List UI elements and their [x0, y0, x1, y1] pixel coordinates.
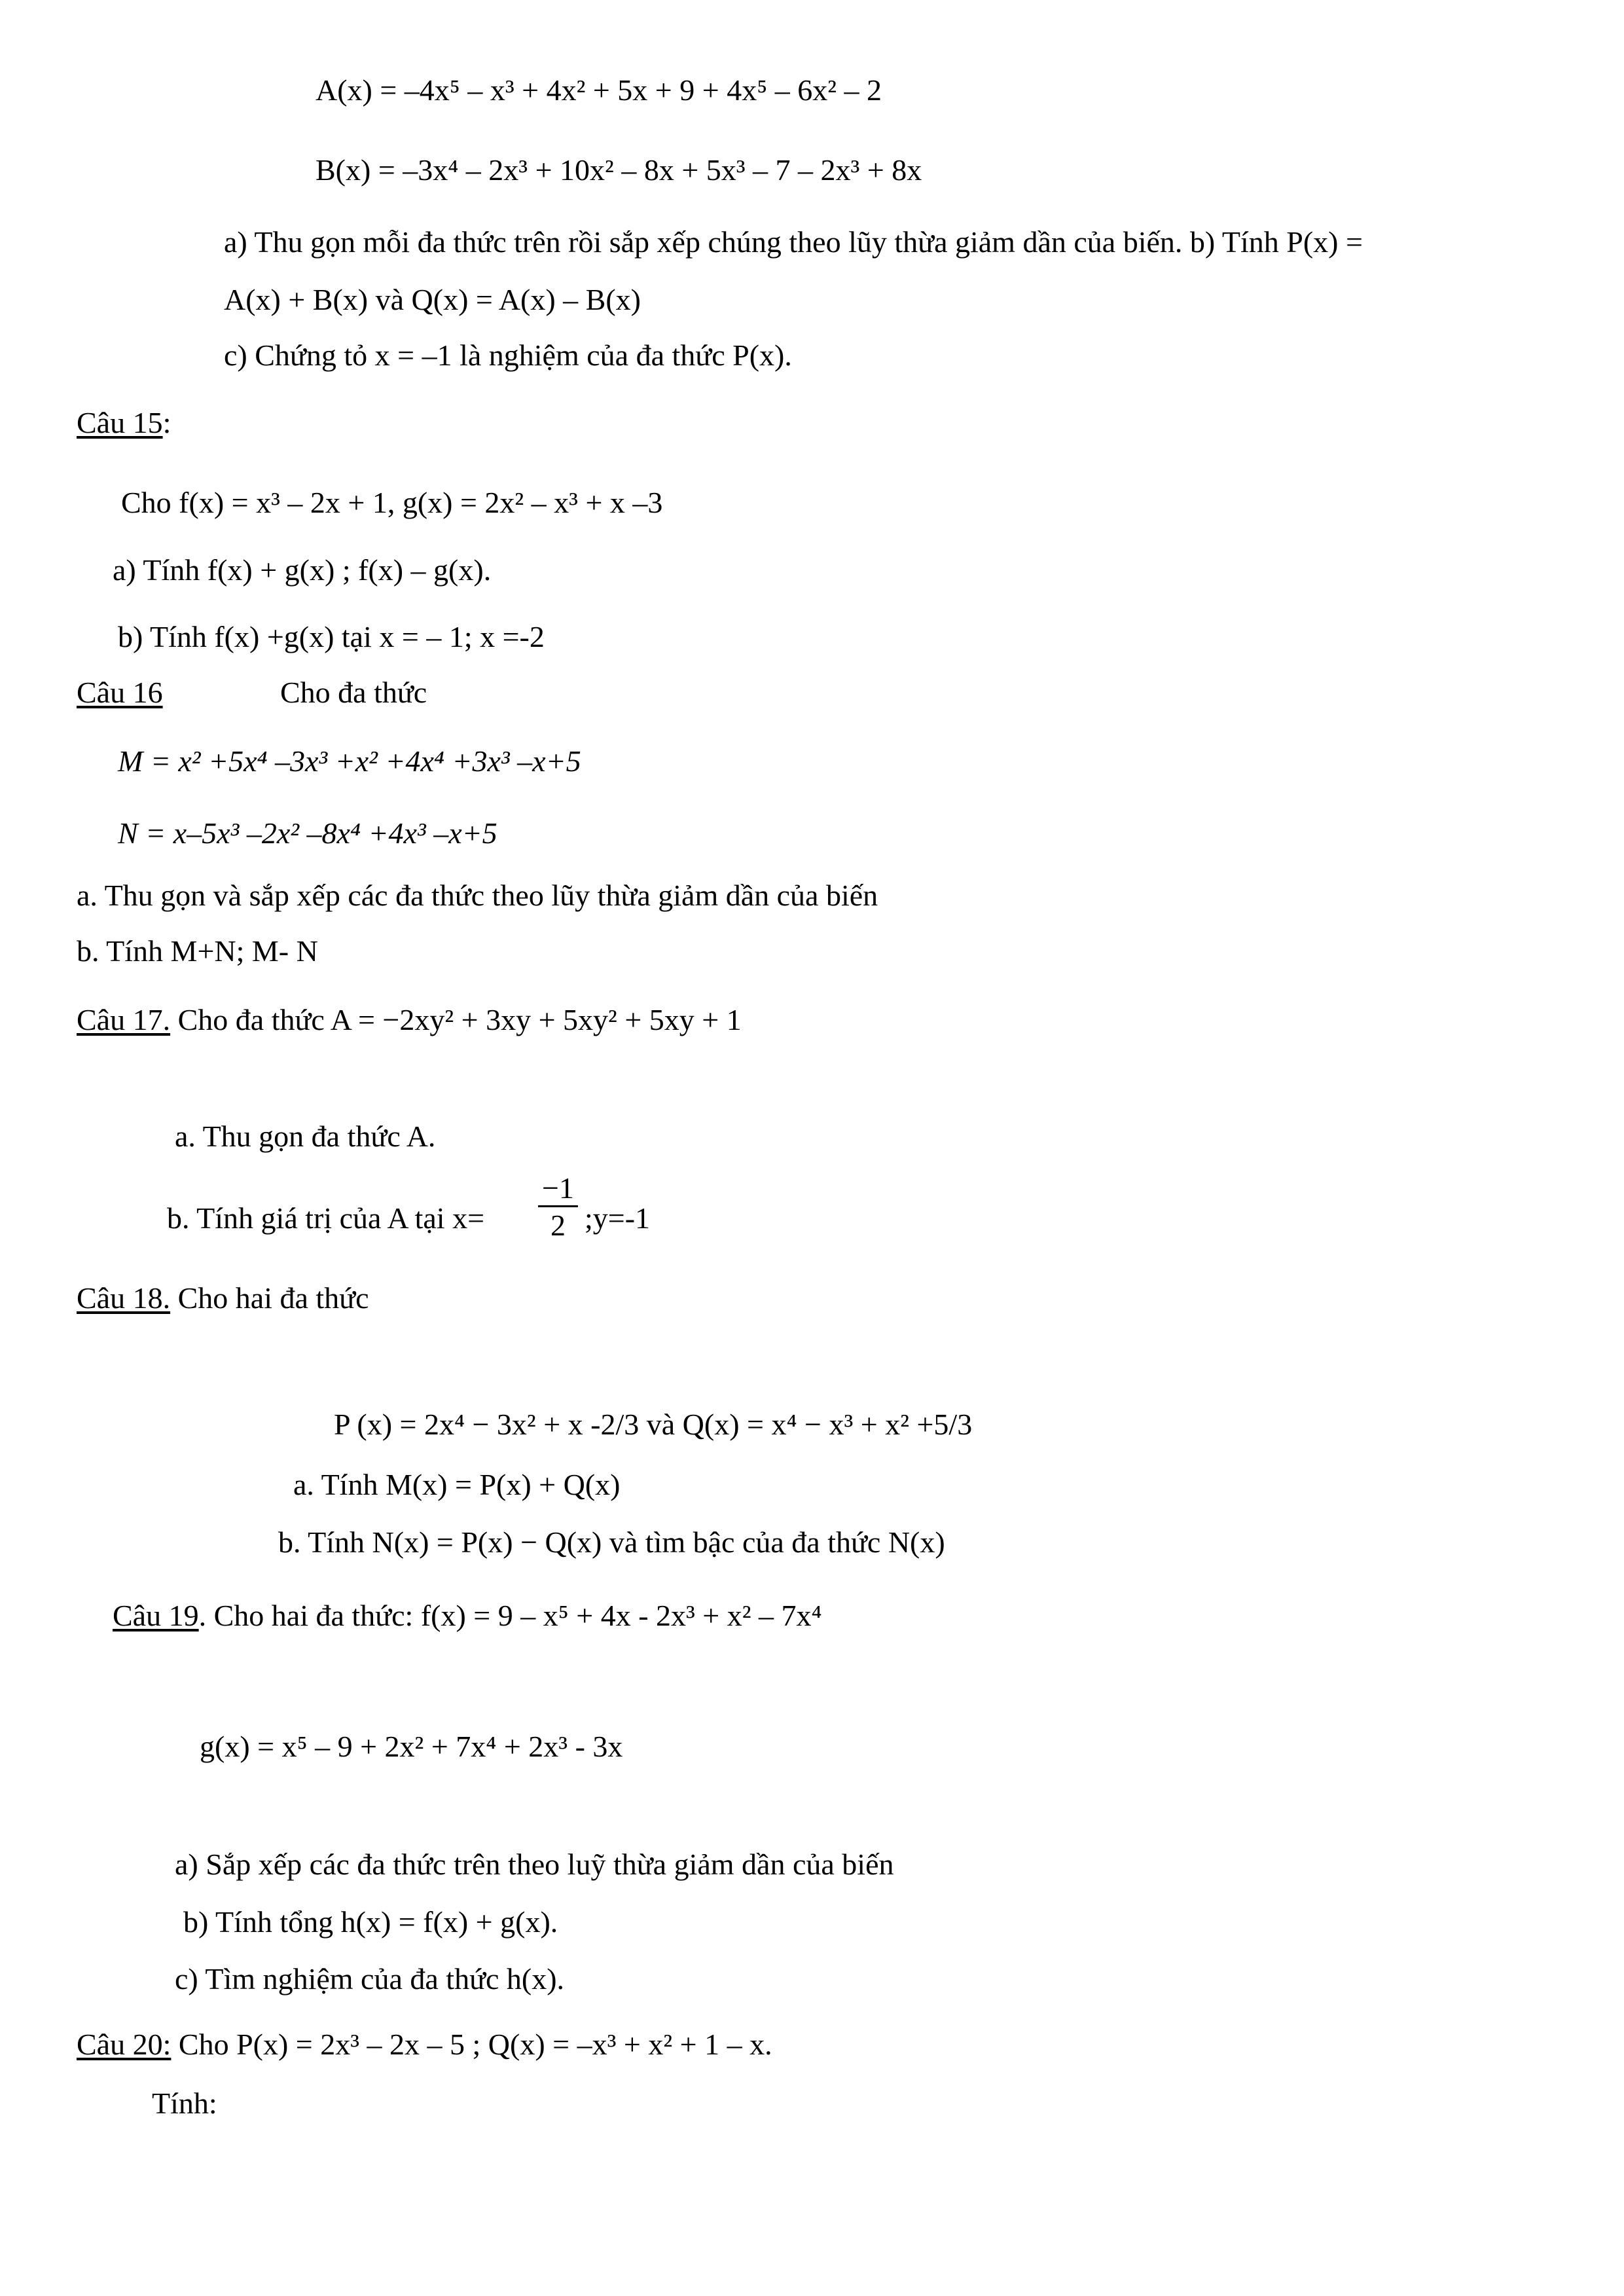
q19-line [113, 1597, 822, 1633]
q17-fraction [538, 1172, 578, 1243]
q16-part-a: a. Thu gọn và sắp xếp các đa thức theo lũy thừa giảm dần của biến [77, 879, 878, 912]
q16-part-b: b. Tính M+N; M- N [77, 934, 318, 968]
q19-heading: Câu 19 [113, 1599, 199, 1632]
q18-intro: Cho hai đa thức [170, 1281, 369, 1315]
q18-part-a: a. Tính M(x) = P(x) + Q(x) [293, 1468, 621, 1501]
intro-part-a-line2: A(x) + B(x) và Q(x) = A(x) – B(x) [224, 283, 641, 316]
polynomial-A: A(x) = –4x⁵ – x³ + 4x² + 5x + 9 + 4x⁵ – 6x² – 2 [316, 73, 882, 107]
q19-part-c: c) Tìm nghiệm của đa thức h(x). [175, 1962, 565, 1995]
q16-intro: Cho đa thức [280, 676, 427, 709]
q18-part-b: b. Tính N(x) = P(x) − Q(x) và tìm bậc của đa thức N(x) [278, 1525, 945, 1559]
q18-heading: Câu 18. [77, 1281, 171, 1315]
q15-given: Cho f(x) = x³ – 2x + 1, g(x) = 2x² – x³ + x –3 [121, 486, 663, 519]
q15-heading-label: Câu 15 [77, 406, 163, 439]
q20-tinh: Tính: [152, 2086, 217, 2120]
q16-heading: Câu 16 [77, 676, 163, 709]
q20-heading: Câu 20: [77, 2028, 171, 2061]
q17-heading: Câu 17. [77, 1003, 171, 1036]
polynomial-B: B(x) = –3x⁴ – 2x³ + 10x² – 8x + 5x³ – 7 – 2x³ + 8x [316, 153, 922, 187]
q20-line [77, 2026, 772, 2062]
q19-part-b: b) Tính tổng h(x) = f(x) + g(x). [183, 1905, 558, 1939]
q15-part-b: b) Tính f(x) +g(x) tại x = – 1; x =-2 [118, 620, 545, 653]
q17-given: Cho đa thức A = −2xy² + 3xy + 5xy² + 5xy + 1 [170, 1003, 742, 1036]
q19-polynomial-g: g(x) = x⁵ – 9 + 2x² + 7x⁴ + 2x³ - 3x [200, 1730, 623, 1763]
q15-part-a: a) Tính f(x) + g(x) ; f(x) – g(x). [113, 553, 492, 587]
q16-polynomial-M: M = x² +5x⁴ –3x³ +x² +4x⁴ +3x³ –x+5 [118, 744, 581, 778]
q18-given: P (x) = 2x⁴ − 3x² + x -2/3 và Q(x) = x⁴ − x³ + x² +5/3 [334, 1408, 973, 1441]
q20-given: Cho P(x) = 2x³ – 2x – 5 ; Q(x) = –x³ + x² + 1 – x. [171, 2028, 772, 2061]
q17-part-b-suffix: ;y=-1 [585, 1201, 651, 1235]
q17-fraction-denominator: 2 [550, 1208, 566, 1242]
intro-part-c: c) Chứng tỏ x = –1 là nghiệm của đa thức P(x). [224, 338, 792, 372]
q17-line [77, 1002, 742, 1038]
q15-heading-colon: : [162, 406, 171, 439]
q19-part-a: a) Sắp xếp các đa thức trên theo luỹ thừa giảm dần của biến [175, 1848, 894, 1881]
q17-fraction-numerator: −1 [538, 1172, 578, 1207]
q17-part-b-prefix: b. Tính giá trị của A tại x= [167, 1201, 485, 1235]
intro-part-a-line1: a) Thu gọn mỗi đa thức trên rồi sắp xếp chúng theo lũy thừa giảm dần của biến. b) Tính P(x) = [224, 225, 1363, 259]
q16-polynomial-N: N = x–5x³ –2x² –8x⁴ +4x³ –x+5 [118, 816, 497, 850]
q19-intro: . Cho hai đa thức: f(x) = 9 – x⁵ + 4x - 2x³ + x² – 7x⁴ [198, 1599, 822, 1632]
q15-heading [77, 405, 171, 441]
q18-line [77, 1280, 369, 1316]
q17-part-a: a. Thu gọn đa thức A. [175, 1120, 436, 1153]
